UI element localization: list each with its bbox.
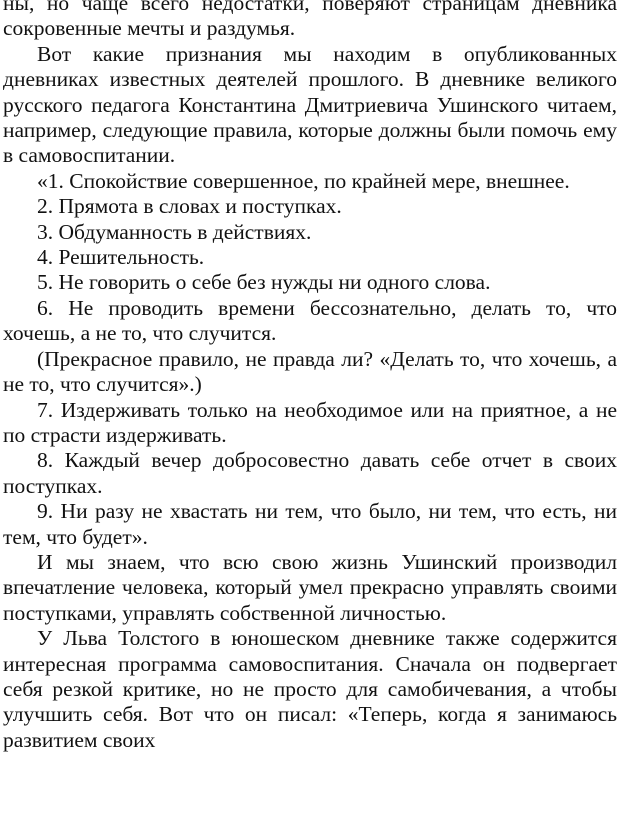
rule-item-5: 5. Не говорить о себе без нужды ни одного слова. bbox=[37, 270, 491, 295]
rule-item-2: 2. Прямота в словах и поступках. bbox=[37, 194, 342, 219]
rule-item-6: 6. Не проводить времени бессознательно, делать то, что хочешь, а не то, что случится. bbox=[3, 295, 617, 346]
paragraph-intro-ushinsky: Вот какие признания мы находим в опубликованных дневниках известных деятелей прошлого. В дневнике великого русского педагога Константина Дмитриевича Ушинского читаем, например, следующие правила, которые должны были помочь ему в самовоспитании. bbox=[3, 41, 617, 168]
rule-item-9: 9. Ни разу не хвастать ни тем, что было, ни тем, что есть, ни тем, что будет». bbox=[3, 499, 617, 549]
paragraph-continuation: ны, но чаще всего недостатки, поверяют страницам дневника сокровенные мечты и раздумья. bbox=[3, 0, 617, 41]
rule-item-7: 7. Издерживать только на необходимое или на приятное, а не по страсти издерживать. bbox=[3, 397, 617, 447]
rule-item-3: 3. Обдуманность в действиях. bbox=[37, 219, 312, 244]
paragraph-tolstoy: У Льва Толстого в юношеском дневнике также содержится интересная программа самовоспитания. Сначала он подвергает себя резкой критике, но не просто для самобичевания, а чтобы улучшить себя. Вот что он писал: «Теперь, когда я занимаюсь развитием своих bbox=[3, 626, 617, 752]
rule-item-1: «1. Спокойствие совершенное, по крайней мере, внешнее. bbox=[37, 168, 570, 193]
author-comment: (Прекрасное правило, не правда ли? «Делать то, что хочешь, а не то, что случится».) bbox=[3, 346, 617, 397]
rule-item-4: 4. Решительность. bbox=[37, 245, 205, 270]
paragraph-ushinsky-conclusion: И мы знаем, что всю свою жизнь Ушинский производил впечатление человека, который умел прекрасно управлять своими поступками, управлять собственной личностью. bbox=[3, 549, 617, 625]
rule-item-8: 8. Каждый вечер добросовестно давать себе отчет в своих поступках. bbox=[3, 448, 617, 498]
